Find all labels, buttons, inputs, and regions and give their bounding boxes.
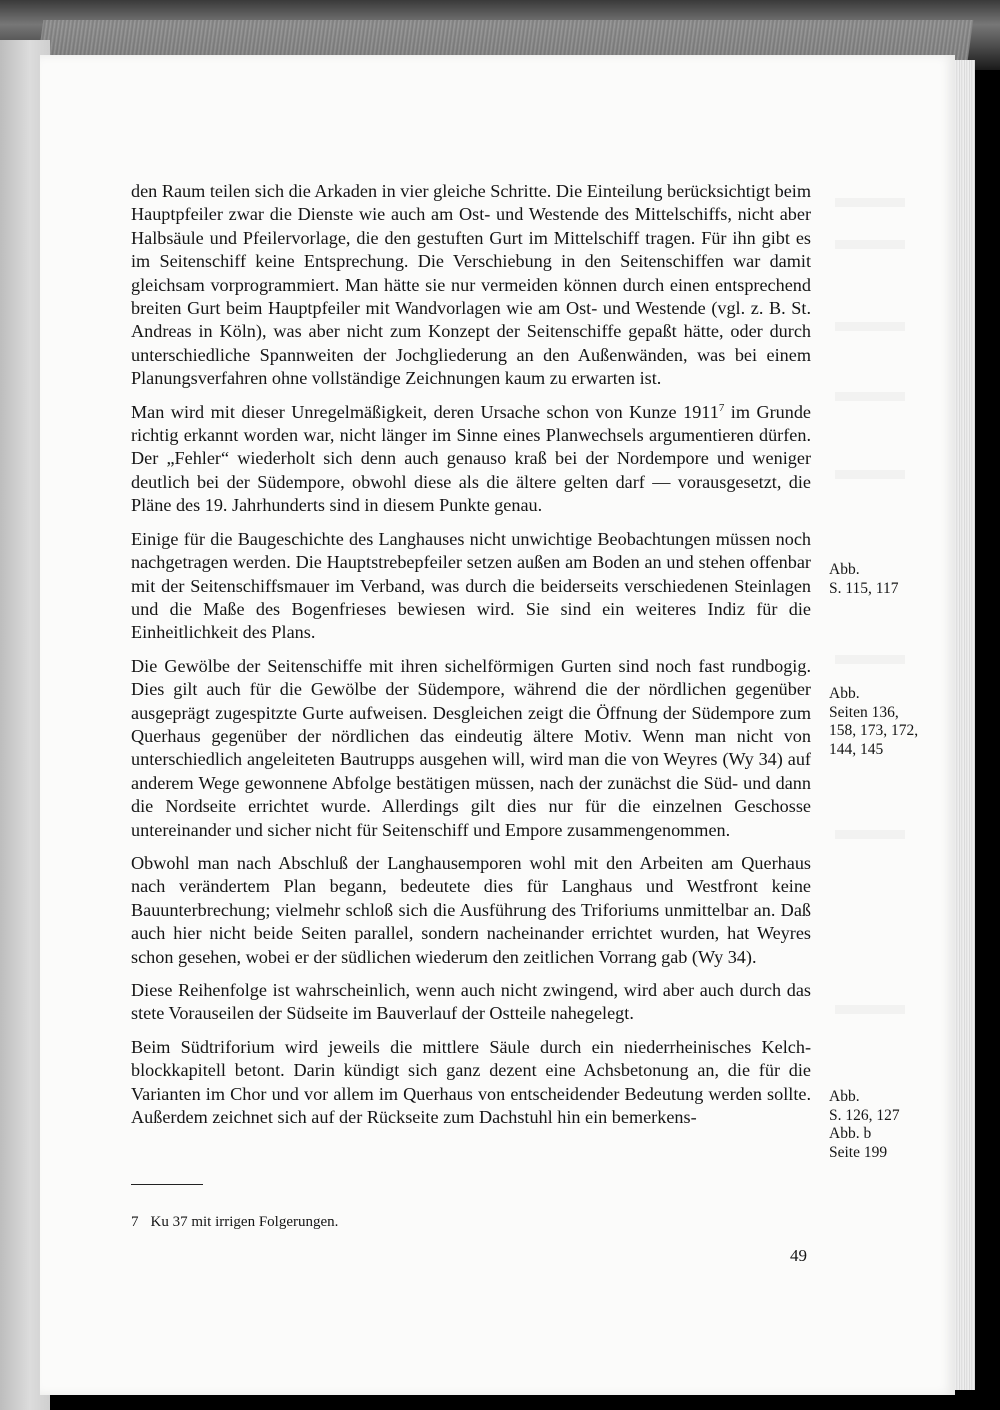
margin-note-line: Abb. — [829, 561, 860, 578]
paragraph-5: Obwohl man nach Abschluß der Langhausemporen wohl mit den Arbeiten am Querhaus nach verändertem Plan begann, bedeutete dies für Langhaus und Westfront keine Bauunterbrechung; vielmehr schloß sich die Ausführung des Triforiums unmittelbar an. Daß auch hier nicht beide Seiten parallel, sondern nacheinander errichtet wurden, hat Weyres schon gesehen, wobei er der südlichen wiederum den zeitlichen Vorrang gab (Wy 34). — [131, 852, 811, 967]
margin-note-line: Seite 199 — [829, 1143, 888, 1161]
show-through-mark — [835, 240, 905, 249]
margin-note-line: S. 126, 127 — [829, 1106, 900, 1124]
margin-note-line: S. 115, 117 — [829, 579, 899, 597]
show-through-mark — [835, 830, 905, 839]
paragraph-2-end: im Grunde richtig erkannt worden war, nicht länger im Sinne eines Planwechsels argumentieren dürfen. Der „Fehler“ wiederholt sich denn auch genauso kraß bei der Nordempore und weniger deutlich bei der Südempore, obwohl diese als die ältere gelten darf — vorausgesetzt, die Pläne des 19. Jahrhunderts sind in diesem Punkte genau. — [131, 401, 812, 516]
margin-note-line: Seiten 136, — [829, 703, 899, 721]
footnote-text: Ku 37 mit irrigen Folgerungen. — [150, 1214, 339, 1230]
margin-note-1 — [829, 561, 939, 598]
show-through-mark — [835, 392, 905, 401]
paragraph-6: Diese Reihenfolge ist wahrscheinlich, wenn auch nicht zwingend, wird aber auch durch das stete Vorauseilen der Südseite im Bauverlauf der Ostteile nahegelegt. — [131, 980, 811, 1024]
margin-note-line: 144, 145 — [829, 740, 884, 758]
body-text — [131, 180, 811, 1139]
paragraph-1: den Raum teilen sich die Arkaden in vier gleiche Schritte. Die Einteilung berücksichtigt beim Hauptpfeiler zwar die Dienste wie auch am Ost- und Westende des Mittelschiffs, nicht aber Halbsäule und Pfeilervorlage, die den gestuften Gurt im Mittelschiff tragen. Für ihn gibt es im Seitenschiff keine Entsprechung. Die Verschiebung in den Seitenschiffen war damit gleichsam vorprogrammiert. Man hätte sie nur vermeiden können durch einen entsprechend breiten Gurt beim Hauptpfeiler mit Wandvorlagen wie am Ost- und Westende (vgl. z. B. St. Andreas in Köln), was aber nicht zum Konzept der Seitenschiffe gepaßt hätte, oder durch unterschiedliche Spannweiten der Jochgliederung an den Außenwänden, was bei einem Planungsverfahren ohne vollständige Zeichnungen kaum zu erwarten ist. — [131, 181, 811, 389]
footnote-divider — [131, 1184, 203, 1185]
show-through-mark — [835, 655, 905, 664]
margin-note-line: Abb. — [829, 1088, 860, 1105]
show-through-mark — [835, 198, 905, 207]
show-through-mark — [835, 322, 905, 331]
paragraph-3: Einige für die Baugeschichte des Langhauses nicht unwichtige Beobachtungen müssen noch nachgetragen werden. Die Hauptstrebepfeiler setzen außen am Boden an und stehen offenbar mit der Seitenschiffsmauer im Verband, was durch die beiderseits verschiedenen Steinlagen und die Maße des Bogenfrieses bewiesen wird. Sie sind ein weiteres Indiz für die Einheitlichkeit des Plans. — [131, 528, 811, 643]
margin-note-3 — [829, 1088, 939, 1162]
paragraph-7: Beim Südtriforium wird jeweils die mittlere Säule durch ein niederrheinisches Kelchblockkapitell betont. Darin kündigt sich ganz dezent eine Achsbetonung an, die für die Varianten im Chor und vor allem im Querhaus von entscheidender Bedeutung werden sollte. Außerdem zeichnet sich auf der Rückseite zum Dachstuhl hin ein bemerkens- — [131, 1036, 811, 1128]
show-through-mark — [835, 1005, 905, 1014]
margin-note-line: 158, 173, 172, — [829, 722, 919, 739]
page-number: 49 — [790, 1246, 807, 1265]
footnote-number: 7 — [131, 1214, 139, 1230]
footnote-reference: 7 — [718, 401, 725, 414]
footnote — [131, 1214, 338, 1231]
show-through-mark — [835, 470, 905, 479]
paragraph-4: Die Gewölbe der Seitenschiffe mit ihren sichelförmigen Gurten sind noch fast rundbogig. Dies gilt auch für die Gewölbe der Südempore, während die der nördlichen gegenüber ausgeprägt zugespitzte Gurte aufweisen. Desgleichen zeigt die Öffnung der Südempore zum Querhaus gegenüber der nördlichen das eindeutig ältere Motiv. Wenn man nicht von unterschiedlich angeleiteten Bautrupps ausgehen will, wird man die von Weyres (Wy 34) auf anderem Wege gewonnene Abfolge bestätigen müssen, nach der zunächst die Süd- und dann die Nordseite errichtet wurde. Allerdings gilt dies nur für die einzelnen Geschosse untereinander und sicher nicht für Seitenschiff und Empore zusammengenommen. — [131, 655, 811, 840]
margin-note-line: Abb. — [829, 685, 860, 702]
margin-note-2 — [829, 685, 939, 759]
paragraph-2 — [131, 401, 811, 518]
paragraph-2-start: Man wird mit dieser Unregelmäßigkeit, deren Ursache schon von Kunze 1911 — [131, 401, 719, 422]
margin-note-line: Abb. b — [829, 1125, 872, 1142]
